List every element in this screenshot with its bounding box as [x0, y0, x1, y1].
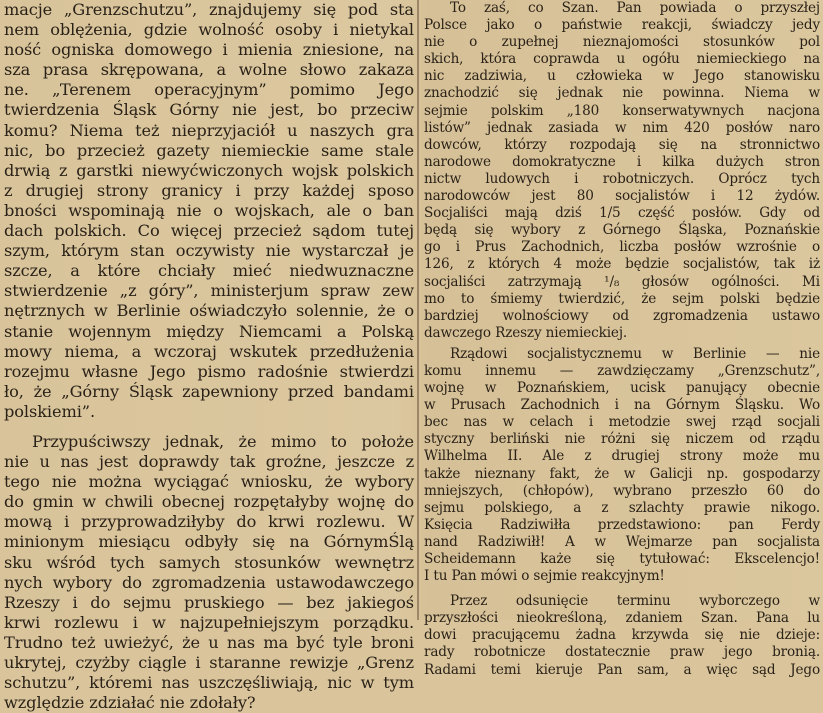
text-line: stanie wojennym między Niemcami a Polską: [4, 321, 414, 341]
text-line: dowców, którzy rozpodają się na stronnictwo: [424, 136, 820, 153]
text-line: socjaliści zatrzymają ¹/₈ głosów ogólności. Mi: [424, 273, 820, 290]
text-line: nic zadziwia, u człowieka w Jego stanowisku: [424, 68, 820, 85]
text-line: bardziej wolnościowy od zgromadzenia ustawo: [424, 307, 820, 324]
text-line: szcze, a które chciały mieć niedwuznaczne: [4, 261, 414, 281]
paragraph-start-line: Rządowi socjalistycznemu w Berlinie — nie: [450, 345, 820, 362]
text-line: narodowe domokratyczne i kilka dużych stron: [424, 153, 820, 170]
text-line: mową i przyprowadziłyby do krwi rozlewu. W: [4, 512, 414, 532]
text-line: przyszłości nieokreśloną, zdaniem Szan. Pana lu: [424, 610, 820, 627]
text-line: go i Prus Zachodnich, liczba posłów wzrośnie o: [424, 239, 820, 256]
text-line: styczny berliński nie różni się niczem od rządu: [424, 431, 820, 448]
text-line: Polsce jako o państwie reakcji, świadczy jedy: [424, 17, 820, 34]
text-line: krwi rozlewu i w najzupełniejszym porządku.: [4, 612, 414, 632]
text-line: Socjaliści mają dziś 1/5 część posłów. Gdy od: [424, 205, 820, 222]
text-line: schutzu”, któremi nas uszczęśliwiają, nic w tym: [4, 673, 414, 693]
text-line: stwierdzenie „z góry”, ministerjum spraw zew: [4, 281, 414, 301]
text-line: rady robotnicze dostatecznie praw jego bronią.: [424, 644, 820, 661]
text-line: Scheidemann każe się tytułować: Ekscelencjo!: [424, 551, 820, 567]
text-line: sejmie polskim „180 konserwatywnych nacjona: [424, 102, 820, 119]
text-line: nictw ludowych i robotniczych. Oprócz tych: [424, 170, 820, 187]
text-line: mowy niema, a wczoraj wskutek przedłużenia: [4, 341, 414, 361]
column-divider: [417, 0, 419, 620]
text-line: twierdzenia Śląsk Górny nie jest, bo przeciw: [4, 100, 414, 120]
text-line: sejmu polskiego, a z szlachty prawie nikogo.: [424, 499, 820, 516]
text-line: z drugiej strony granicy i przy każdej sposo: [4, 180, 414, 200]
text-line: rozejmu własne Jego pismo radośnie stwierdzi: [4, 361, 414, 381]
text-line: nie o zupełnej nieznajomości stosunków pol: [424, 34, 820, 51]
paragraph-start-line: To zaś, co Szan. Pan powiada o przyszłej: [450, 0, 820, 16]
text-line: nic, bo przecież gazety niemieckie same stale: [4, 140, 414, 160]
text-line: Trudno też uwieżyć, że u nas ma być tyle broni: [4, 632, 414, 652]
text-line: drwią z garstki niewyćwiczonych wojsk polskich: [4, 160, 414, 180]
text-line: wojnę w Poznańskiem, ucisk panujący obecnie: [424, 380, 820, 397]
text-line: mniejszych, (chłopów), wybrano przeszło 60 do: [424, 482, 820, 499]
text-line: względzie zdziałać nie zdołały?: [4, 693, 256, 713]
text-line: bec nas w celach i metodzie swej rząd socjali: [424, 414, 820, 431]
text-line: komu? Niema też nieprzyjaciół u naszych gra: [4, 120, 414, 140]
text-line: nie u nas jest doprawdy tak groźne, jeszcze z: [4, 452, 414, 472]
text-line: Rzeszy i do sejmu pruskiego — bez jakiegoś: [4, 592, 414, 612]
text-line: polskiemi”.: [4, 401, 96, 421]
text-line: I tu Pan mówi o sejmie reakcyjnym!: [424, 568, 665, 585]
text-line: Radami temi kieruje Pan sam, a więc sąd Jego: [424, 661, 820, 678]
text-line: ukrytej, czyżby ciągle i staranne rewizje „Grenz: [4, 653, 414, 672]
text-line: sku wśród tych samych stosunków wewnętrz: [4, 552, 414, 572]
text-line: Księcia Radziwiłła przedstawiono: pan Ferdy: [424, 516, 820, 533]
text-line: mo to śmiemy twierdzić, że sejm polski będzie: [424, 290, 820, 307]
text-line: szym, którym stan oczywisty nie wystarczał je: [4, 241, 414, 261]
text-line: będą się wybory z Górnego Śląska, Poznańskie: [424, 222, 820, 239]
text-line: listów” jednak zasiada w nim 420 posłów naro: [424, 119, 820, 136]
text-line: nętrznych w Berlinie oświadczyło solennie, że o: [4, 301, 414, 321]
text-line: dawczego Rzeszy niemieckiej.: [424, 324, 628, 341]
text-line: bności wspominają nie o wojskach, ale o ban: [4, 200, 414, 220]
text-line: komu innemu — zawdzięczamy „Grenzschutz”,: [424, 362, 820, 379]
right-column: [424, 0, 820, 678]
text-line: skich, która coprawda u ogółu niemieckiego na: [424, 51, 820, 68]
text-line: znachodzić się jednak nie powinna. Niema w: [424, 85, 820, 102]
text-line: dach polskich. Co więcej przecież sądom tutej: [4, 221, 414, 241]
text-line: ło, że „Górny Śląsk zapewniony przed bandami: [4, 381, 414, 401]
text-line: narodowców jest 80 socjalistów i 12 żydów.: [424, 188, 820, 205]
text-line: Wilhelma II. Ale z drugiej strony może mu: [424, 448, 820, 465]
text-line: minionym miesiącu odbyły się na GórnymŚlą: [4, 532, 414, 552]
text-line: dowi pracującemu żadna krzywda się nie dzieje:: [424, 627, 820, 644]
text-line: nem oblężenia, gdzie wolność osoby i nietykal: [4, 20, 414, 40]
text-line: nand Radziwiłł! A w Wejmarze pan socjalista: [424, 533, 820, 550]
paragraph-start-line: Przez odsunięcie terminu wyborczego w: [450, 593, 820, 610]
paragraph-start-line: Przypuściwszy jednak, że mimo to położe: [32, 431, 414, 451]
text-line: nych wybory do zgromadzenia ustawodawczego: [4, 572, 414, 592]
text-line: w Prusach Zachodnich i na Górnym Śląsku. Wo: [424, 397, 820, 414]
text-line: 126, z których 4 może będzie socjalistów, tak iż: [424, 256, 820, 273]
text-line: do gmin w chwili obecnej rozpętałyby wojnę do: [4, 492, 414, 512]
text-line: sza prasa skrępowana, a wolne słowo zakaza: [4, 60, 414, 80]
text-line: tego nie można wyciągać wniosku, że wybory: [4, 472, 414, 492]
text-line: ność ogniska domowego i mienia zniesione, na: [4, 40, 414, 60]
text-line: ne. „Terenem operacyjnym” pomimo Jego: [4, 80, 414, 100]
text-line: macje „Grenzschutzu”, znajdujemy się pod sta: [4, 0, 414, 19]
text-line: także nieznany fakt, że w Galicji np. gospodarzy: [424, 465, 820, 482]
left-column: [4, 0, 414, 713]
